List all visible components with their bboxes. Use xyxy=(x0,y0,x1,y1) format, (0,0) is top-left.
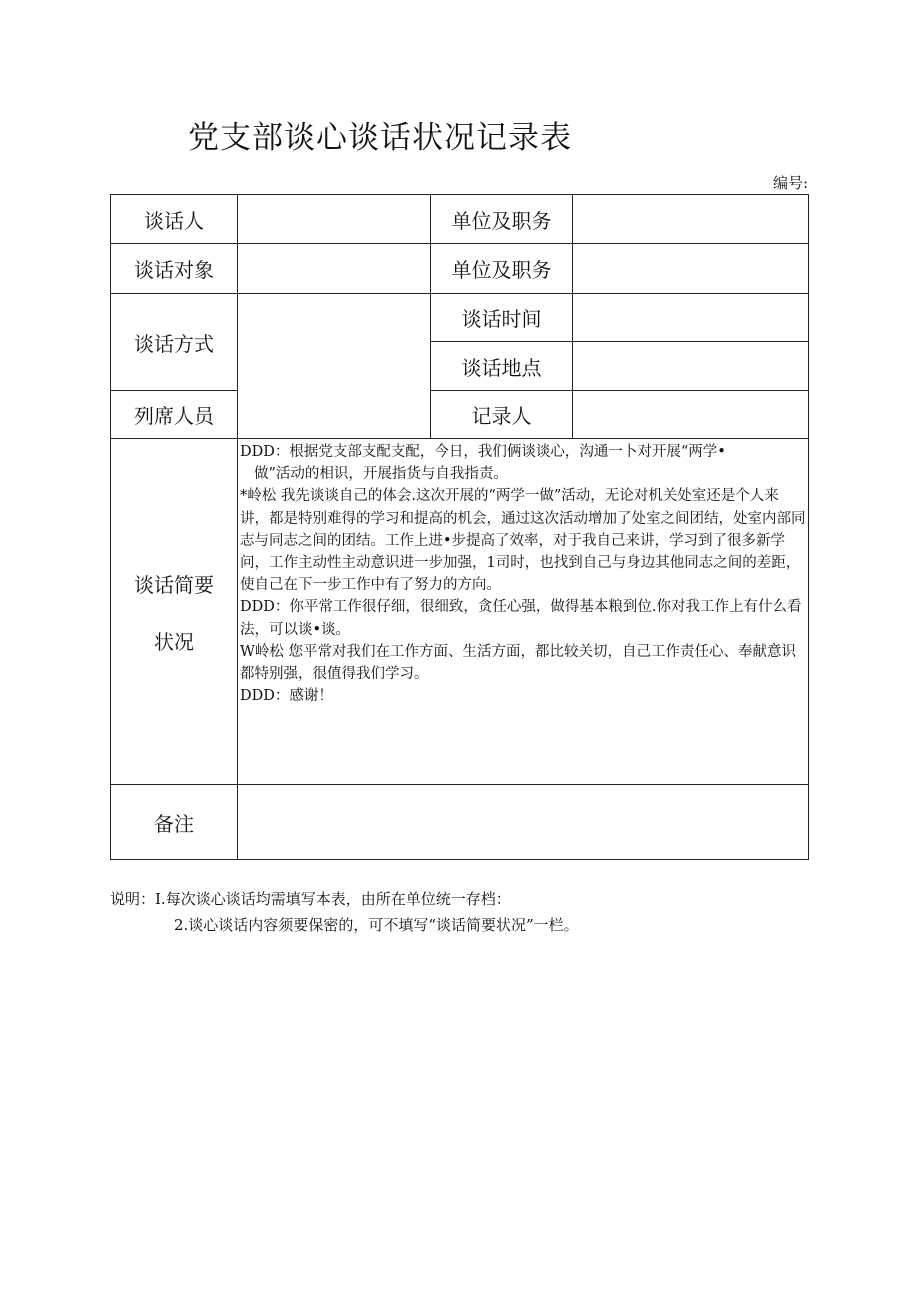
speaker-label: 谈话人 xyxy=(111,195,238,244)
summary-paragraph: 做”活动的相识，开展指货与自我指责。 xyxy=(254,466,508,483)
summary-label-line2: 状况 xyxy=(154,629,194,654)
unit-position-field-1[interactable] xyxy=(573,195,809,244)
summary-content[interactable] xyxy=(238,439,809,785)
summary-paragraph: DDD：你平常工作很仔细，很细致，贪任心强，做得基本粮到位.你对我工作上有什么看法，可以谈•谈。 xyxy=(240,599,802,638)
summary-paragraph: *岭松 我先谈谈自己的体会.这次开展的“两学一做”活动，无论对机关处室还是个人来讲，都是特别难得的学习和提高的机会，通过这次活动增加了处室之间团结，处室内部同志与同志之间的团结。工作上进•步提高了效率，对于我自己来讲，学习到了很多新学问，工作主动性主动意识进一步加强，1司时，也找到自己与身边其他同志之间的差距，使自己在下一步工作中有了努力的方向。 xyxy=(240,488,806,594)
instructions xyxy=(110,886,579,938)
remarks-label: 备注 xyxy=(111,785,238,860)
method-label: 谈话方式 xyxy=(111,294,238,391)
unit-position-label-2: 单位及职务 xyxy=(431,244,573,294)
record-form-table xyxy=(110,194,809,860)
instruction-line-1: 说明：I.每次谈心谈话均需填写本表，由所在单位统一存档： xyxy=(110,890,511,908)
time-field[interactable] xyxy=(573,294,809,342)
serial-number-label: 编号: xyxy=(772,174,808,192)
time-label: 谈话时间 xyxy=(431,294,573,342)
recorder-field[interactable] xyxy=(573,391,809,439)
speaker-field[interactable] xyxy=(238,195,431,244)
form-title: 党支部谈心谈话状况记录表 xyxy=(188,120,572,156)
unit-position-field-2[interactable] xyxy=(573,244,809,294)
method-field[interactable] xyxy=(238,294,431,439)
summary-paragraph: DDD：感谢！ xyxy=(240,688,333,705)
instruction-line-2: 2.谈心谈话内容须要保密的，可不填写“谈话简要状况”一栏。 xyxy=(174,916,579,934)
unit-position-label-1: 单位及职务 xyxy=(431,195,573,244)
recorder-label: 记录人 xyxy=(431,391,573,439)
summary-label-line1: 谈话简要 xyxy=(134,572,214,597)
place-label: 谈话地点 xyxy=(431,342,573,391)
attendees-label: 列席人员 xyxy=(111,391,238,439)
remarks-field[interactable] xyxy=(238,785,809,860)
place-field[interactable] xyxy=(573,342,809,391)
summary-paragraph: DDD：根据党支部支配支配，今日，我们俩谈谈心，沟通一卜对开展“两学• xyxy=(240,444,726,460)
target-label: 谈话对象 xyxy=(111,244,238,294)
summary-label xyxy=(111,439,238,785)
target-field[interactable] xyxy=(238,244,431,294)
summary-paragraph: W岭松 您平常对我们在工作方面、生活方面，都比较关切，自己工作责任心、奉献意识都特别强，很值得我们学习。 xyxy=(240,643,797,683)
